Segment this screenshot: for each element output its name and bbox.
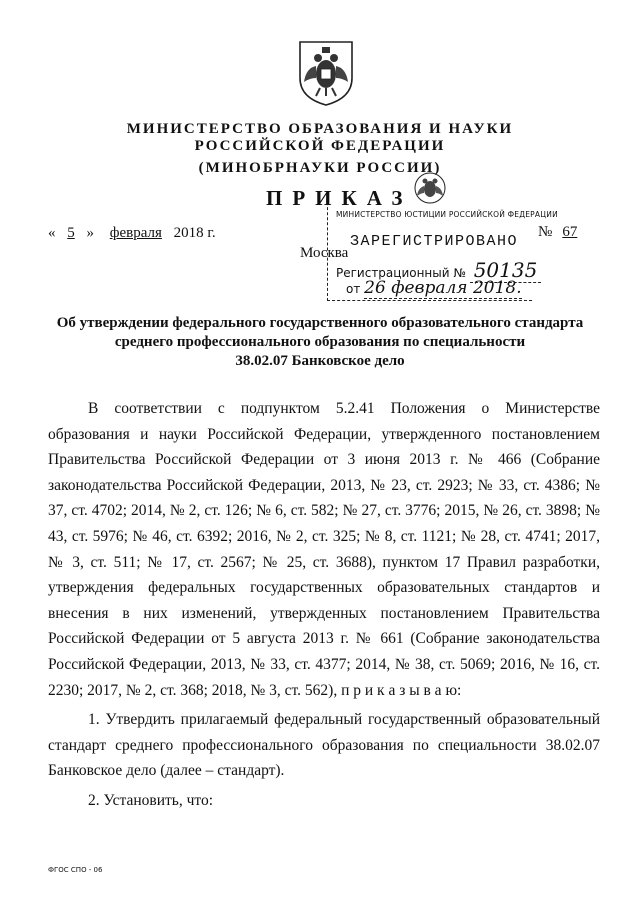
coat-of-arms-icon [296,38,356,108]
stamp-ministry-justice: МИНИСТЕРСТВО ЮСТИЦИИ РОССИЙСКОЙ ФЕДЕРАЦИИ [336,210,558,219]
stamp-reg-label: Регистрационный № [336,266,466,280]
document-type-heading: ПРИКАЗ [266,186,413,210]
date-day: 5 [67,225,75,241]
order-date [48,225,216,242]
date-year: 2018 г. [173,225,216,241]
item-2: 2. Установить, что: [88,791,214,809]
order-word: п р и к а з ы в а ю: [341,681,462,699]
ministry-short-name: (МИНОБРНАУКИ РОССИИ) [198,160,442,176]
title-line1: Об утверждении федерального государственного образовательного стандарта [56,315,584,331]
ministry-name-line2: РОССИЙСКОЙ ФЕДЕРАЦИИ [194,138,446,154]
stamp-registered: ЗАРЕГИСТРИРОВАНО [350,233,519,250]
preamble-text: В соответствии с подпунктом 5.2.41 Положения о Министерстве образования и науки Российской Федерации, утвержденного постановлением Правительства Российской Федерации от 3 июня 2013 г. № 466 (Собрание законодательства Российской Федерации, 2013, № 23, ст. 2923; № 33, ст. 4386; № 37, ст. 4702; 2014, № 2, ст. 126; № 6, ст. 582; № 27, ст. 3776; 2015, № 26, ст. 3898; № 43, ст. 5976; № 46, ст. 6392; 2016, № 2, ст. 325; № 8, ст. 1121; № 28, ст. 4741; 2017, № 3, ст. 511; № 17, ст. 2567; № 25, ст. 3688), пунктом 17 Правил разработки, утверждения федеральных государственных образовательных стандартов и внесения в них изменений, утвержденных постановлением Правительства Российской Федерации от 5 августа 2013 г. № 661 (Собрание законодательства Российской Федерации, 2013, № 33, ст. 4377; 2014, № 38, ст. 5069; 2016, № 16, ст. 2230; 2017, № 2, ст. 368; 2018, № 3, ст. 562), [48,400,600,699]
order-number [538,224,585,241]
date-month: февраля [109,225,162,241]
stamp-date-value: 26 февраля 2018. [364,278,522,298]
ministry-name-line1: МИНИСТЕРСТВО ОБРАЗОВАНИЯ И НАУКИ [126,121,514,137]
stamp-reg-number-value: 50135 [470,258,542,283]
stamp-emblem-icon [412,170,448,211]
preamble-paragraph [48,396,600,703]
order-body [48,396,600,814]
order-title [40,314,600,371]
stamp-date-label: от [346,282,361,296]
number-sign: № [538,224,553,240]
item-1: 1. Утвердить прилагаемый федеральный государственный образовательный стандарт среднего профессионального образования по специальности 38.02.07 Банковское дело (далее – стандарт). [48,711,600,780]
title-line2: среднего профессионального образования по специальности [114,334,526,350]
date-quote-close: » [86,225,94,241]
number-value: 67 [562,224,578,240]
date-quote-open: « [48,225,56,241]
order-city: Москва [300,245,349,261]
stamp-registration-date [346,278,522,298]
footer-code: ФГОС СПО - 06 [48,866,103,874]
title-line3: 38.02.07 Банковское дело [235,353,405,369]
